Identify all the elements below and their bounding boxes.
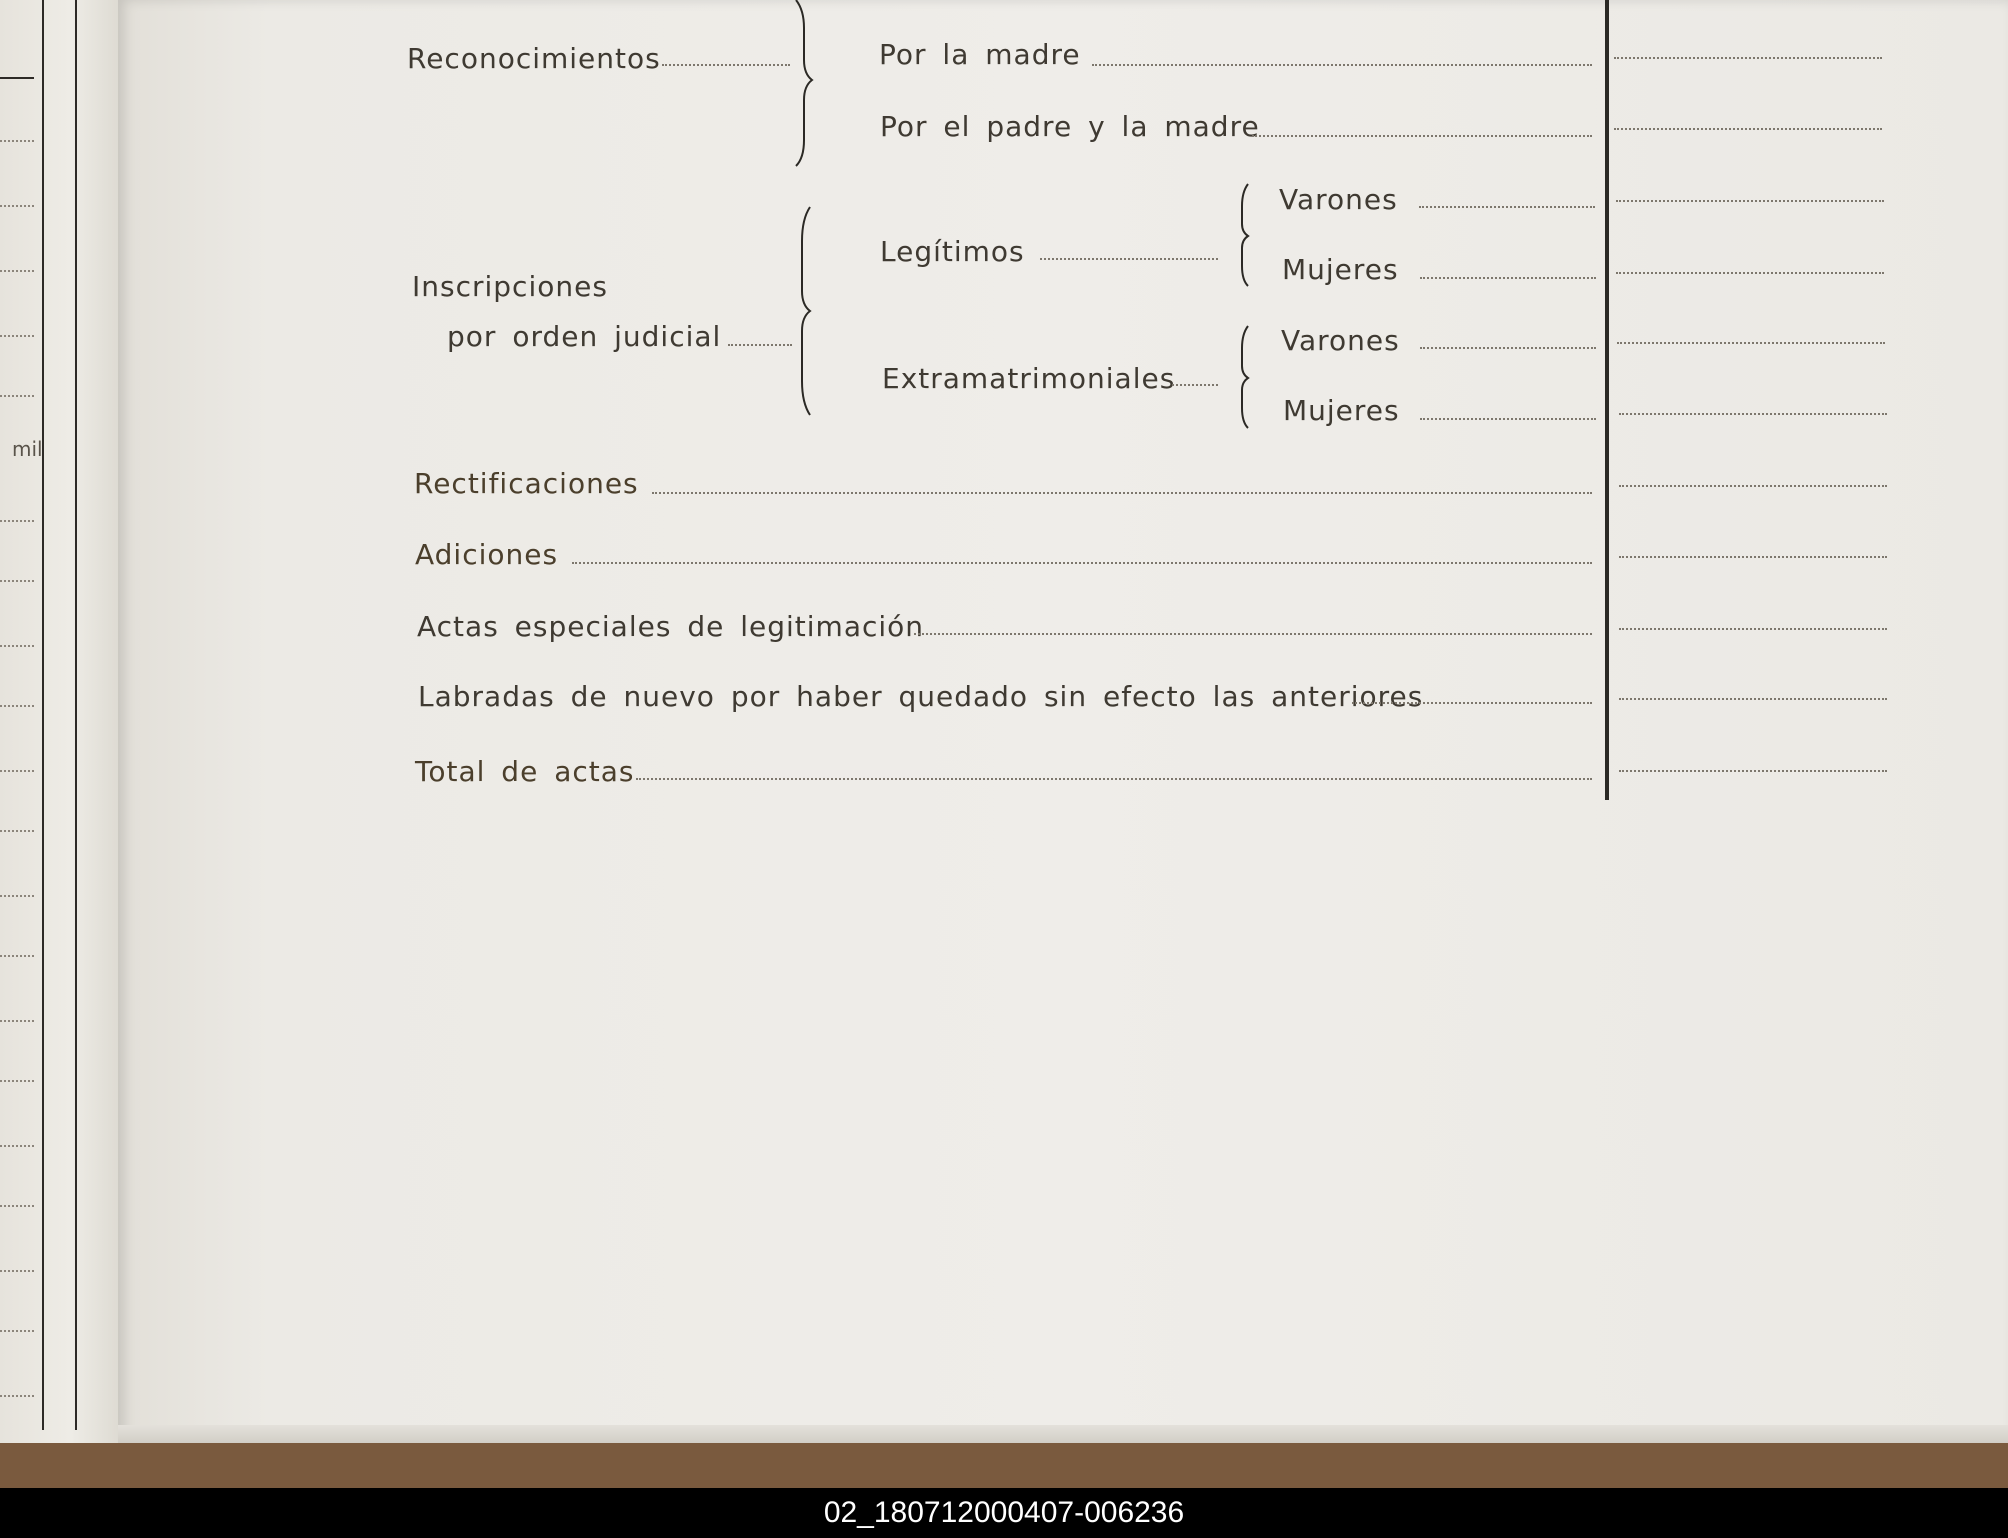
extramatrimoniales-varones-leader: [1420, 347, 1596, 349]
labradas-de-nuevo-label: Labradas de nuevo por haber quedado sin efecto las anteriores: [418, 680, 1424, 713]
por-orden-judicial-label: por orden judicial: [447, 320, 722, 353]
left-page-dotted-line: [0, 1395, 34, 1397]
left-page-dotted-line: [0, 895, 34, 897]
left-page-dotted-line: [0, 1145, 34, 1147]
left-page-dotted-line: [0, 335, 34, 337]
labradas-de-nuevo-leader: [1352, 702, 1592, 704]
extramatrimoniales-mujeres-label: Mujeres: [1283, 394, 1400, 427]
total-de-actas-label: Total de actas: [415, 755, 635, 788]
form-page: [118, 0, 2008, 1443]
por-el-padre-y-la-madre-leader: [1252, 135, 1592, 137]
left-page-dotted-line: [0, 955, 34, 957]
extramatrimoniales-mujeres-value-field[interactable]: [1619, 413, 1887, 415]
left-page-dotted-line: [0, 1330, 34, 1332]
left-page-dotted-line: [0, 645, 34, 647]
left-page-dotted-line: [0, 395, 34, 397]
left-page-dotted-line: [0, 270, 34, 272]
adiciones-label: Adiciones: [415, 538, 559, 571]
legitimos-label: Legítimos: [880, 235, 1025, 268]
left-page-margin-note: mil: [12, 437, 43, 461]
extramatrimoniales-varones-label: Varones: [1281, 324, 1400, 357]
left-page-dotted-line: [0, 1080, 34, 1082]
rectificaciones-label: Rectificaciones: [414, 467, 639, 500]
adiciones-value-field[interactable]: [1619, 556, 1887, 558]
image-code: 02_180712000407-006236: [823, 1496, 1185, 1529]
left-page-dotted-line: [0, 520, 34, 522]
left-page-rule: [0, 77, 34, 79]
left-page: [0, 0, 118, 1443]
extramatrimoniales-varones-value-field[interactable]: [1617, 342, 1885, 344]
legitimos-brace: [1236, 180, 1260, 290]
legitimos-leader: [1040, 258, 1218, 260]
left-page-dotted-line: [0, 830, 34, 832]
left-page-dotted-line: [0, 1020, 34, 1022]
adiciones-leader: [572, 562, 1592, 564]
por-el-padre-y-la-madre-value-field[interactable]: [1614, 128, 1882, 130]
labradas-de-nuevo-value-field[interactable]: [1619, 698, 1887, 700]
extramatrimoniales-brace: [1236, 322, 1260, 432]
por-orden-judicial-leader: [728, 344, 792, 346]
actas-especiales-label: Actas especiales de legitimación: [417, 610, 925, 643]
legitimos-mujeres-leader: [1420, 277, 1596, 279]
legitimos-mujeres-value-field[interactable]: [1616, 272, 1884, 274]
reconocimientos-brace: [790, 0, 820, 168]
inscripciones-brace: [796, 205, 826, 417]
legitimos-varones-leader: [1419, 206, 1595, 208]
value-column-rule: [1605, 0, 1609, 800]
left-page-dotted-line: [0, 140, 34, 142]
left-page-edge-line: [75, 0, 77, 1430]
por-la-madre-leader: [1092, 64, 1592, 66]
rectificaciones-value-field[interactable]: [1619, 485, 1887, 487]
total-de-actas-leader: [636, 778, 1592, 780]
total-de-actas-value-field[interactable]: [1619, 770, 1887, 772]
left-page-dotted-line: [0, 1205, 34, 1207]
extramatrimoniales-label: Extramatrimoniales: [882, 362, 1176, 395]
inscripciones-label: Inscripciones: [412, 270, 608, 303]
por-la-madre-label: Por la madre: [879, 38, 1081, 71]
por-la-madre-value-field[interactable]: [1614, 57, 1882, 59]
extramatrimoniales-leader: [1172, 384, 1218, 386]
reconocimientos-label: Reconocimientos: [407, 42, 661, 75]
left-page-dotted-line: [0, 1270, 34, 1272]
reconocimientos-leader: [662, 64, 790, 66]
page-bottom-edge: [118, 1425, 2008, 1443]
rectificaciones-leader: [652, 492, 1592, 494]
left-page-dotted-line: [0, 205, 34, 207]
left-page-dotted-line: [0, 770, 34, 772]
actas-especiales-value-field[interactable]: [1619, 628, 1887, 630]
left-page-dotted-line: [0, 580, 34, 582]
extramatrimoniales-mujeres-leader: [1420, 418, 1596, 420]
actas-especiales-leader: [914, 633, 1592, 635]
legitimos-mujeres-label: Mujeres: [1282, 253, 1399, 286]
legitimos-varones-value-field[interactable]: [1616, 200, 1884, 202]
legitimos-varones-label: Varones: [1279, 183, 1398, 216]
left-page-dotted-line: [0, 705, 34, 707]
por-el-padre-y-la-madre-label: Por el padre y la madre: [880, 110, 1260, 143]
left-page-column-line: [42, 0, 44, 1430]
image-code-bar: [0, 1488, 2008, 1538]
